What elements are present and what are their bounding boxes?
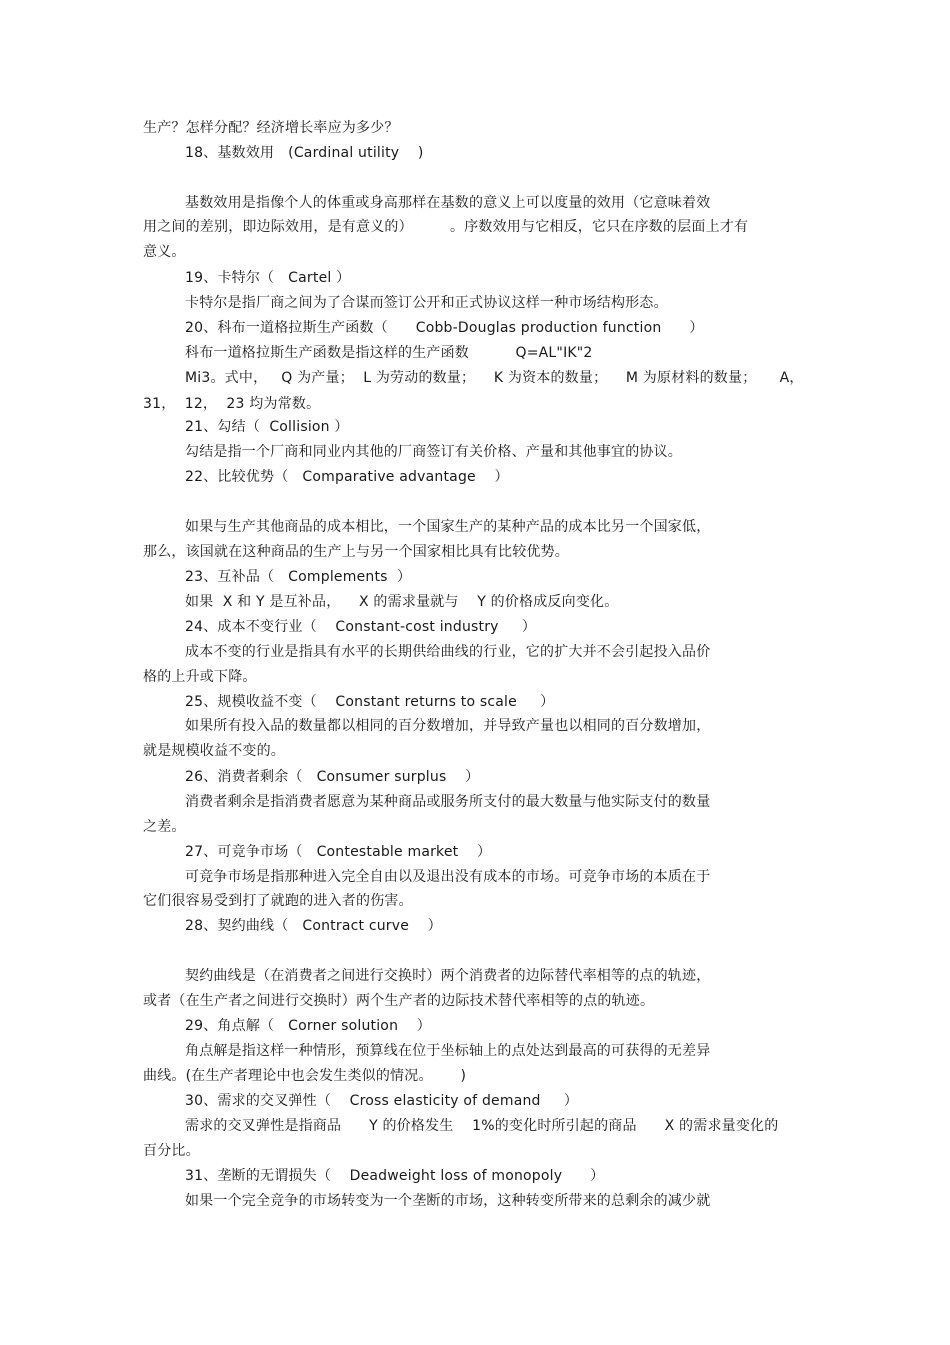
term-heading: 20、科布一道格拉斯生产函数（ Cobb-Douglas production function ）: [185, 320, 704, 336]
text-line: 消费者剩余是指消费者愿意为某种商品或服务所支付的最大数量与他实际支付的数量: [185, 794, 711, 810]
text-line: 角点解是指这样一种情形，预算线在位于坐标轴上的点处达到最高的可获得的无差异: [185, 1043, 711, 1059]
text-line: 如果 X 和 Y 是互补品， X 的需求量就与 Y 的价格成反向变化。: [185, 594, 619, 610]
text-line: 百分比。: [143, 1143, 200, 1159]
text-line: 用之间的差别，即边际效用，是有意义的） 。序数效用与它相反，它只在序数的层面上才有: [143, 219, 749, 235]
text-line: 或者（在生产者之间进行交换时）两个生产者的边际技术替代率相等的点的轨迹。: [143, 993, 655, 1009]
term-heading: 31、垄断的无谓损失（ Deadweight loss of monopoly ）: [185, 1168, 605, 1184]
term-heading: 18、基数效用 (Cardinal utility ): [185, 145, 424, 161]
text-line: 曲线。(在生产者理论中也会发生类似的情况。 ): [143, 1068, 467, 1084]
text-line: 之差。: [143, 819, 186, 835]
text-line: 成本不变的行业是指具有水平的长期供给曲线的行业，它的扩大并不会引起投入品价: [185, 644, 711, 660]
term-heading: 29、角点解（ Corner solution ）: [185, 1018, 431, 1034]
text-line: 如果所有投入品的数量都以相同的百分数增加，并导致产量也以相同的百分数增加，: [185, 718, 711, 734]
text-line: 那么，该国就在这种商品的生产上与另一个国家相比具有比较优势。: [143, 544, 569, 560]
term-heading: 28、契约曲线（ Contract curve ）: [185, 918, 442, 934]
term-heading: 26、消费者剩余（ Consumer surplus ）: [185, 769, 480, 785]
text-line: 需求的交叉弹性是指商品 Y 的价格发生 1%的变化时所引起的商品 X 的需求量变化的: [185, 1118, 779, 1134]
text-line: 基数效用是指像个人的体重或身高那样在基数的意义上可以度量的效用（它意味着效: [185, 195, 711, 211]
text-line: 生产？怎样分配？经济增长率应为多少？: [143, 120, 399, 136]
text-line: 卡特尔是指厂商之间为了合谋而签订公开和正式协议这样一种市场结构形态。: [185, 295, 668, 311]
term-heading: 19、卡特尔（ Cartel ）: [185, 270, 351, 286]
text-line: 如果一个完全竞争的市场转变为一个垄断的市场，这种转变所带来的总剩余的减少就: [185, 1193, 711, 1209]
text-line: 契约曲线是（在消费者之间进行交换时）两个消费者的边际替代率相等的点的轨迹，: [185, 968, 711, 984]
text-line: 如果与生产其他商品的成本相比，一个国家生产的某种产品的成本比另一个国家低，: [185, 519, 711, 535]
text-line: Mi3。式中， Q 为产量； L 为劳动的数量； K 为资本的数量； M 为原材料的数量； A，: [185, 370, 804, 386]
text-line: 格的上升或下降。: [143, 669, 257, 685]
term-heading: 22、比较优势（ Comparative advantage ）: [185, 469, 509, 485]
text-line: 科布一道格拉斯生产函数是指这样的生产函数 Q=AL"IK"2: [185, 345, 593, 361]
term-heading: 24、成本不变行业（ Constant-cost industry ）: [185, 619, 537, 635]
term-heading: 27、可竞争市场（ Contestable market ）: [185, 844, 492, 860]
term-heading: 30、需求的交叉弹性（ Cross elasticity of demand ）: [185, 1093, 579, 1109]
text-line: 意义。: [143, 244, 186, 260]
text-line: 它们很容易受到打了就跑的进入者的伤害。: [143, 893, 413, 909]
term-heading: 25、规模收益不变（ Constant returns to scale ）: [185, 694, 555, 710]
text-line: 就是规模收益不变的。: [143, 743, 285, 759]
text-line: 勾结是指一个厂商和同业内其他的厂商签订有关价格、产量和其他事宜的协议。: [185, 444, 682, 460]
term-heading: 21、勾结（ Collision ）: [185, 419, 349, 435]
text-line: 可竞争市场是指那种进入完全自由以及退出没有成本的市场。可竞争市场的本质在于: [185, 869, 711, 885]
text-line: 31， 12， 23 均为常数。: [143, 396, 321, 412]
term-heading: 23、互补品（ Complements ）: [185, 569, 412, 585]
